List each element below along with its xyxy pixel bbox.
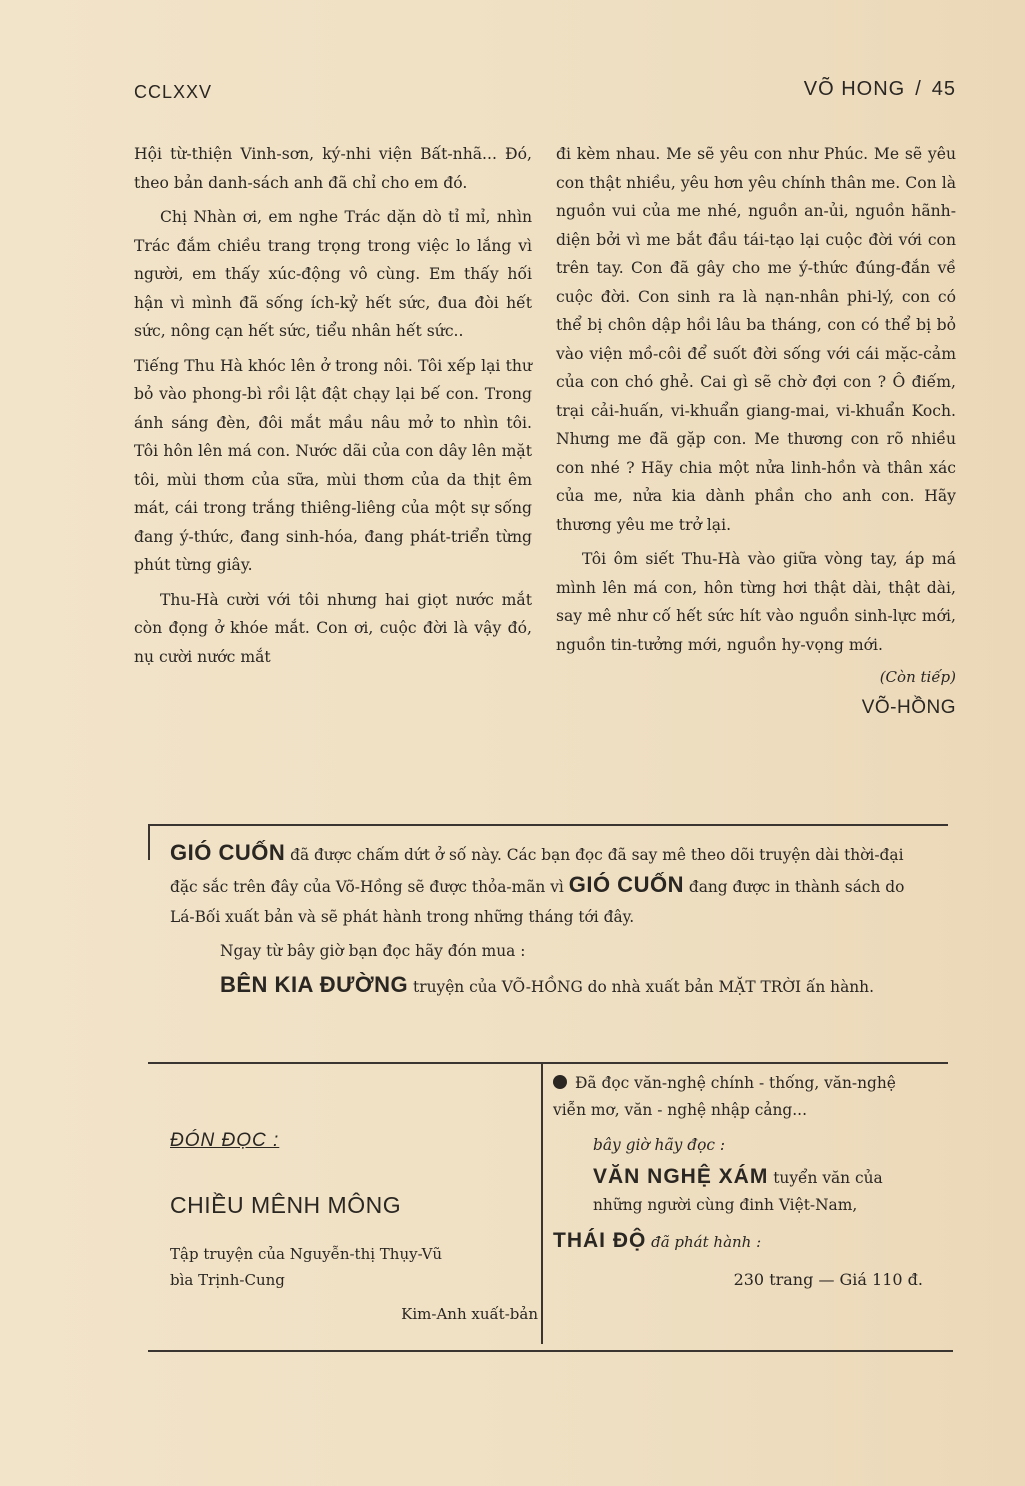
ad-thai-do-title: THÁI ĐỘ <box>553 1229 647 1252</box>
notice-body: đã được chấm dứt ở số này. Các bạn đọc đã say mê theo dõi truyện dài thời-đại đặc sắc trên đây của Võ-Hồng sẽ được thỏa-mãn vì <box>170 846 904 896</box>
notice-title: GIÓ CUỐN <box>568 872 684 897</box>
divider <box>148 1062 948 1064</box>
ad-cover-line: bìa Trịnh-Cung <box>170 1271 285 1289</box>
notice-body: đang được in thành sách do Lá-Bối xuất bản và sẽ phát hành trong những tháng tới đây. <box>170 878 905 926</box>
book-desc: truyện của VÕ-HỒNG do nhà xuất bản MẶT TRỜI ấn hành. <box>408 978 874 996</box>
running-head-separator: / <box>915 78 922 100</box>
notice-text <box>170 838 926 932</box>
running-head-author: VÕ HONG <box>803 78 906 100</box>
paragraph: Tôi ôm siết Thu-Hà vào giữa vòng tay, áp má mình lên má con, hôn từng hơi thật dài, thật dài, say mê như cố hết sức hít vào nguồn sinh-lực mới, nguồn tin-tưởng mới, nguồn hy-vọng mới. <box>556 550 956 654</box>
paragraph: đi kèm nhau. Me sẽ yêu con như Phúc. Me sẽ yêu con thật nhiều, yêu hơn yêu chính thân me. Con là nguồn vui của me nhé, nguồn an-ủi, nguồn hãnh-diện bởi vì me bắt đầu tái-tạo lại cuộc đời với con trên tay. Con đã gây cho me ý-thức đúng-đắn về cuộc đời. Con sinh ra là nạn-nhân phi-lý, con có thể bị chôn dập hồi lâu ba tháng, con có thể bị bỏ vào viện mồ-côi để suốt đời sống với cái mặc-cảm của con chó ghẻ. Cai gì sẽ chờ đợi con ? Ô điếm, trại cải-huấn, vi-khuẩn giang-mai, vi-khuẩn Koch. Nhưng me đã gặp con. Me thương con rõ nhiều con nhé ? Hãy chia một nửa linh-hồn và thân xác của me, nửa kia dành phần cho anh con. Hãy thương yêu me trở lại. <box>556 145 956 534</box>
ad-vnx-desc: tuyển văn của những người cùng đinh Việt-Nam, <box>593 1169 883 1214</box>
ad-price: 230 trang — Giá 110 đ. <box>733 1270 923 1289</box>
right-column <box>556 140 956 722</box>
divider <box>541 1062 543 1344</box>
ad-van-nghe-xam <box>553 1070 923 1293</box>
divider <box>148 824 150 860</box>
left-column <box>134 140 532 671</box>
ad-vnx-title: VĂN NGHỆ XÁM <box>593 1165 769 1188</box>
paragraph: Hội từ-thiện Vinh-sơn, ký-nhi viện Bất-nhã... Đó, theo bản danh-sách anh đã chỉ cho em đó. <box>134 145 532 192</box>
author-signature: VÕ-HỒNG <box>861 696 956 718</box>
paragraph: Thu-Hà cười với tôi nhưng hai giọt nước mắt còn đọng ở khóe mắt. Con ơi, cuộc đời là vậy đó, nụ cười nước mắt <box>134 590 532 666</box>
divider <box>148 824 948 826</box>
paragraph: Tiếng Thu Hà khóc lên ở trong nôi. Tôi xếp lại thư bỏ vào phong-bì rồi lật đật chạy lại bế con. Trong ánh sáng đèn, đôi mắt mầu nâu mở to nhìn tôi. Tôi hôn lên má con. Nước dãi của con dây lên mặt tôi, mùi thơm của sữa, mùi thơm của da thịt êm mát, cái trong trắng thiêng-liêng của một sự sống đang ý-thức, đang sinh-hóa, đang phát-triển từng phút từng giây. <box>134 356 532 574</box>
book-title: BÊN KIA ĐƯỜNG <box>220 972 409 997</box>
page-number: 45 <box>931 78 956 100</box>
page-header <box>134 78 956 108</box>
notice-box <box>170 838 926 1002</box>
paragraph: Chị Nhàn ơi, em nghe Trác dặn dò tỉ mỉ, nhìn Trác đắm chiều trang trọng trong việc lo lắng vì người, em thấy xúc-động vô cùng. Em thấy hối hận vì mình đã sống ích-kỷ hết sức, đua đòi hết sức, nông cạn hết sức, tiểu nhân hết sức.. <box>134 208 532 340</box>
ad-intro <box>553 1070 923 1124</box>
ad-vnx-line <box>553 1163 923 1219</box>
ad-released: đã phát hành : <box>646 1233 762 1251</box>
ad-publisher: Kim-Anh xuất-bản <box>401 1305 538 1323</box>
ad-now-read: bây giờ hãy đọc : <box>593 1136 726 1154</box>
notice-call-to-action: Ngay từ bây giờ bạn đọc hãy đón mua : <box>220 942 526 960</box>
ad-chieu-menh-mong <box>170 1130 538 1323</box>
ad-thai-do-line <box>553 1227 923 1256</box>
continued-label: (Còn tiếp) <box>879 668 956 686</box>
issue-number: CCLXXV <box>134 82 213 102</box>
ad-book-title: CHIỀU MÊNH MÔNG <box>170 1192 402 1218</box>
running-head <box>804 78 956 101</box>
divider <box>148 1350 953 1352</box>
ad-author-line: Tập truyện của Nguyễn-thị Thụy-Vũ <box>170 1245 443 1263</box>
notice-book-line <box>170 970 926 1002</box>
ad-intro-text: Đã đọc văn-nghệ chính - thống, văn-nghệ viễn mơ, văn - nghệ nhập cảng... <box>553 1074 896 1119</box>
ad-heading: ĐÓN ĐỌC : <box>170 1130 280 1151</box>
ad-desc <box>170 1241 538 1293</box>
bullet-icon <box>553 1075 567 1089</box>
notice-title: GIÓ CUỐN <box>170 840 286 865</box>
